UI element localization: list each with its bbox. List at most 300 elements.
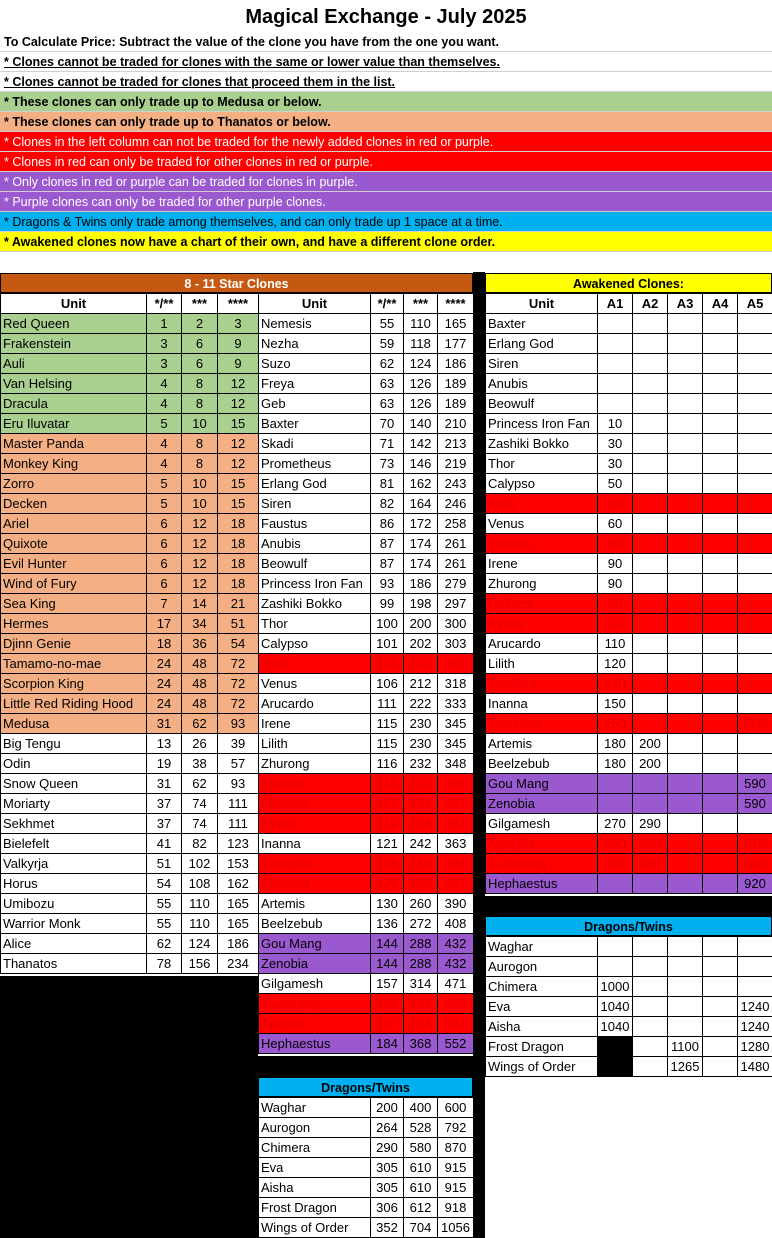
table-row: [259, 1014, 474, 1034]
value-cell: [633, 314, 668, 334]
unit-cell: Holmes: [486, 594, 598, 614]
value-cell: 219: [438, 454, 474, 474]
unit-cell: Bielefelt: [1, 834, 147, 854]
unit-cell: Nemesis: [259, 314, 371, 334]
unit-cell: Ariel: [1, 514, 147, 534]
value-cell: [738, 334, 772, 354]
unit-cell: Beelzebub: [486, 754, 598, 774]
value-cell: 704: [404, 1218, 438, 1238]
value-cell: [703, 834, 738, 854]
value-cell: 368: [404, 1034, 438, 1054]
table-row: [1, 634, 259, 654]
value-cell: 870: [438, 1138, 474, 1158]
value-cell: 12: [218, 434, 259, 454]
value-cell: [703, 977, 738, 997]
unit-cell: Ganesha: [486, 714, 598, 734]
value-cell: 15: [218, 474, 259, 494]
value-cell: 610: [404, 1178, 438, 1198]
value-cell: [633, 354, 668, 374]
table-row: [486, 434, 772, 454]
value-cell: 6: [147, 514, 182, 534]
table-row: [1, 314, 259, 334]
value-cell: 100: [371, 614, 404, 634]
page-title: Magical Exchange - July 2025: [245, 6, 527, 28]
table-row: [1, 534, 259, 554]
value-cell: [703, 514, 738, 534]
table-row: [486, 1017, 772, 1037]
value-cell: 115: [371, 734, 404, 754]
table-row: [1, 394, 259, 414]
unit-cell: Red Queen: [1, 314, 147, 334]
value-cell: 140: [404, 414, 438, 434]
value-cell: 111: [371, 694, 404, 714]
value-cell: 500: [738, 714, 772, 734]
value-cell: 186: [438, 354, 474, 374]
table-row: [1, 754, 259, 774]
star-clones-right-table: [258, 293, 474, 1054]
rule-line: [0, 32, 772, 52]
value-cell: 51: [218, 614, 259, 634]
table-row: [259, 434, 474, 454]
filler-block: [258, 1056, 473, 1077]
value-cell: [633, 514, 668, 534]
unit-cell: Zhurong: [486, 574, 598, 594]
value-cell: 99: [371, 594, 404, 614]
unit-cell: Zashiki Bokko: [486, 434, 598, 454]
value-cell: 12: [218, 374, 259, 394]
table-row: [259, 834, 474, 854]
value-cell: 8: [182, 434, 218, 454]
unit-cell: Big Tengu: [1, 734, 147, 754]
unit-cell: Eva: [259, 1158, 371, 1178]
unit-cell: Gilgamesh: [486, 814, 598, 834]
unit-cell: Wings of Order: [259, 1218, 371, 1238]
unit-cell: Pandora: [259, 874, 371, 894]
value-cell: 288: [404, 934, 438, 954]
table-row: [486, 854, 772, 874]
table-row: [1, 954, 259, 974]
value-cell: 792: [438, 1118, 474, 1138]
value-cell: [703, 554, 738, 574]
unit-cell: Tamamo-no-mae: [1, 654, 147, 674]
value-cell: 120: [598, 654, 633, 674]
value-cell: 300: [598, 854, 633, 874]
value-cell: [598, 794, 633, 814]
value-cell: 101: [371, 654, 404, 674]
value-cell: 3: [147, 354, 182, 374]
rule-text: * These clones can only trade up to Medusa or below.: [4, 95, 322, 109]
table-row: [1, 554, 259, 574]
value-cell: [738, 514, 772, 534]
value-cell: 111: [218, 794, 259, 814]
value-cell: 41: [147, 834, 182, 854]
unit-cell: Monkey King: [1, 454, 147, 474]
value-cell: [703, 957, 738, 977]
value-cell: 1040: [598, 1017, 633, 1037]
value-cell: 126: [404, 394, 438, 414]
value-cell: 238: [404, 814, 438, 834]
value-cell: 384: [438, 854, 474, 874]
col-unit: Unit: [1, 294, 147, 314]
value-cell: 162: [404, 474, 438, 494]
unit-cell: Umibozu: [1, 894, 147, 914]
value-cell: 5: [147, 474, 182, 494]
value-cell: 30: [598, 434, 633, 454]
value-cell: 351: [438, 794, 474, 814]
value-cell: 330: [633, 854, 668, 874]
value-cell: 432: [438, 934, 474, 954]
table-row: [1, 734, 259, 754]
value-cell: 10: [598, 414, 633, 434]
value-cell: 243: [438, 474, 474, 494]
unit-cell: Xuanzang: [259, 994, 371, 1014]
unit-cell: Dracula: [1, 394, 147, 414]
value-cell: [738, 474, 772, 494]
unit-cell: Thanatos: [1, 954, 147, 974]
table-row: [259, 634, 474, 654]
value-cell: 18: [218, 514, 259, 534]
table-row: [1, 614, 259, 634]
value-cell: 230: [404, 714, 438, 734]
value-cell: 15: [218, 414, 259, 434]
value-cell: 162: [218, 874, 259, 894]
value-cell: 612: [404, 1198, 438, 1218]
value-cell: 333: [438, 694, 474, 714]
value-cell: [598, 374, 633, 394]
unit-cell: Calypso: [259, 634, 371, 654]
table-row: [259, 1178, 474, 1198]
value-cell: [598, 394, 633, 414]
value-cell: 303: [438, 654, 474, 674]
value-cell: [668, 997, 703, 1017]
value-cell: 74: [182, 794, 218, 814]
table-row: [259, 694, 474, 714]
value-cell: 136: [371, 914, 404, 934]
col-3-star: ***: [182, 294, 218, 314]
table-row: [259, 454, 474, 474]
table-row: [486, 514, 772, 534]
value-cell: [633, 874, 668, 894]
value-cell: 290: [633, 814, 668, 834]
value-cell: 150: [598, 694, 633, 714]
table-row: [259, 1098, 474, 1118]
value-cell: 55: [147, 914, 182, 934]
unit-cell: Apophis: [486, 834, 598, 854]
value-cell: 80: [598, 534, 633, 554]
table-row: [1, 854, 259, 874]
value-cell: [738, 574, 772, 594]
value-cell: [598, 957, 633, 977]
value-cell: 62: [182, 714, 218, 734]
value-cell: 264: [371, 1118, 404, 1138]
unit-cell: Chimera: [259, 1138, 371, 1158]
value-cell: 62: [182, 774, 218, 794]
value-cell: 156: [182, 954, 218, 974]
unit-cell: Aisha: [486, 1017, 598, 1037]
value-cell: 24: [147, 654, 182, 674]
value-cell: 117: [371, 794, 404, 814]
value-cell: 10: [182, 474, 218, 494]
value-cell: 4: [147, 434, 182, 454]
value-cell: [668, 854, 703, 874]
value-cell: 12: [218, 394, 259, 414]
value-cell: 26: [182, 734, 218, 754]
value-cell: 167: [371, 1014, 404, 1034]
col-3-star: ***: [404, 294, 438, 314]
value-cell: 34: [182, 614, 218, 634]
value-cell: 261: [438, 554, 474, 574]
unit-cell: Hermes: [1, 614, 147, 634]
value-cell: 210: [438, 414, 474, 434]
unit-cell: Beowulf: [486, 394, 598, 414]
value-cell: [703, 1037, 738, 1057]
value-cell: 5: [147, 414, 182, 434]
value-cell: 55: [147, 894, 182, 914]
value-cell: 6: [147, 574, 182, 594]
value-cell: [598, 354, 633, 374]
rule-line: [0, 192, 772, 212]
value-cell: [703, 774, 738, 794]
value-cell: 189: [438, 374, 474, 394]
value-cell: 400: [404, 1098, 438, 1118]
value-cell: 90: [598, 594, 633, 614]
value-cell: 288: [404, 954, 438, 974]
value-cell: 334: [404, 1014, 438, 1034]
value-cell: [668, 957, 703, 977]
value-cell: 12: [182, 574, 218, 594]
unit-cell: Sea King: [1, 594, 147, 614]
value-cell: [633, 997, 668, 1017]
col-unit: Unit: [486, 294, 598, 314]
table-row: [1, 874, 259, 894]
value-cell: 87: [371, 554, 404, 574]
unit-cell: Aurogon: [486, 957, 598, 977]
table-row: [259, 374, 474, 394]
value-cell: 213: [438, 434, 474, 454]
value-cell: 144: [371, 954, 404, 974]
value-cell: [703, 814, 738, 834]
value-cell: 57: [218, 754, 259, 774]
value-cell: [738, 494, 772, 514]
col-1-2-star: */**: [371, 294, 404, 314]
col-unit: Unit: [259, 294, 371, 314]
table-row: [259, 474, 474, 494]
value-cell: 100: [598, 614, 633, 634]
value-cell: [668, 514, 703, 534]
unit-cell: Holmes: [259, 774, 371, 794]
value-cell: 920: [738, 874, 772, 894]
table-row: [486, 494, 772, 514]
value-cell: [633, 654, 668, 674]
value-cell: [703, 734, 738, 754]
value-cell: 200: [404, 614, 438, 634]
value-cell: 348: [438, 774, 474, 794]
table-row: [1, 914, 259, 934]
value-cell: 24: [147, 694, 182, 714]
value-cell: 915: [438, 1178, 474, 1198]
value-cell: 580: [404, 1138, 438, 1158]
value-cell: 144: [371, 934, 404, 954]
table-row: [486, 734, 772, 754]
value-cell: [668, 574, 703, 594]
value-cell: 150: [598, 714, 633, 734]
value-cell: [703, 474, 738, 494]
table-row: [259, 874, 474, 894]
value-cell: 345: [438, 734, 474, 754]
value-cell: 93: [371, 574, 404, 594]
unit-cell: Odin: [1, 754, 147, 774]
value-cell: 258: [438, 514, 474, 534]
value-cell: [668, 874, 703, 894]
filler-block: [473, 272, 485, 1238]
table-row: [1, 494, 259, 514]
value-cell: 290: [598, 834, 633, 854]
table-row: [259, 414, 474, 434]
value-cell: 93: [218, 714, 259, 734]
value-cell: 81: [371, 474, 404, 494]
value-cell: 1280: [738, 1037, 772, 1057]
rule-text: * Only clones in red or purple can be traded for clones in purple.: [4, 175, 358, 189]
col-4-star: ****: [218, 294, 259, 314]
unit-cell: Apophis: [259, 1014, 371, 1034]
table-row: [259, 734, 474, 754]
value-cell: 8: [182, 394, 218, 414]
value-cell: [668, 834, 703, 854]
value-cell: [668, 594, 703, 614]
value-cell: 128: [371, 854, 404, 874]
value-cell: [738, 434, 772, 454]
value-cell: 165: [218, 894, 259, 914]
value-cell: 87: [371, 534, 404, 554]
value-cell: 63: [371, 394, 404, 414]
value-cell: 184: [371, 1034, 404, 1054]
table-row: [486, 774, 772, 794]
value-cell: [738, 414, 772, 434]
unit-cell: Hela: [259, 654, 371, 674]
value-cell: 70: [371, 414, 404, 434]
value-cell: [738, 674, 772, 694]
value-cell: 1100: [668, 1037, 703, 1057]
value-cell: [738, 594, 772, 614]
unit-cell: Faustus: [259, 514, 371, 534]
value-cell: 1240: [738, 1017, 772, 1037]
value-cell: 297: [438, 594, 474, 614]
value-cell: 130: [371, 894, 404, 914]
unit-cell: Hydra: [259, 814, 371, 834]
value-cell: 261: [438, 534, 474, 554]
value-cell: 48: [182, 674, 218, 694]
unit-cell: Irene: [486, 554, 598, 574]
unit-cell: Hephaestus: [259, 1034, 371, 1054]
unit-cell: Freya: [259, 374, 371, 394]
value-cell: [633, 694, 668, 714]
value-cell: 408: [438, 914, 474, 934]
value-cell: [668, 394, 703, 414]
value-cell: [633, 534, 668, 554]
table-row: [1, 374, 259, 394]
value-cell: [633, 957, 668, 977]
rule-line: [0, 52, 772, 72]
value-cell: 10: [182, 494, 218, 514]
value-cell: [703, 854, 738, 874]
value-cell: 63: [371, 374, 404, 394]
unit-cell: Artemis: [486, 734, 598, 754]
unit-cell: Wings of Order: [486, 1057, 598, 1077]
value-cell: 37: [147, 794, 182, 814]
unit-cell: Frost Dragon: [486, 1037, 598, 1057]
value-cell: 6: [182, 334, 218, 354]
value-cell: 242: [404, 834, 438, 854]
value-cell: [738, 314, 772, 334]
table-row: [259, 1118, 474, 1138]
value-cell: [633, 454, 668, 474]
value-cell: 124: [404, 354, 438, 374]
table-row: [486, 334, 772, 354]
value-cell: [668, 314, 703, 334]
value-cell: 164: [404, 494, 438, 514]
table-row: [486, 414, 772, 434]
table-row: [486, 834, 772, 854]
unit-cell: Wind of Fury: [1, 574, 147, 594]
value-cell: 50: [598, 494, 633, 514]
table-row: [259, 1198, 474, 1218]
table-row: [1, 454, 259, 474]
table-row: [1, 834, 259, 854]
unit-cell: Moriarty: [1, 794, 147, 814]
table-row: [486, 674, 772, 694]
value-cell: 124: [182, 934, 218, 954]
value-cell: [738, 394, 772, 414]
value-cell: 200: [371, 1098, 404, 1118]
table-row: [259, 514, 474, 534]
value-cell: 39: [218, 734, 259, 754]
value-cell: 1040: [598, 997, 633, 1017]
value-cell: 31: [147, 774, 182, 794]
value-cell: [668, 414, 703, 434]
unit-cell: Master Panda: [1, 434, 147, 454]
value-cell: 200: [633, 734, 668, 754]
unit-cell: Little Red Riding Hood: [1, 694, 147, 714]
value-cell: 18: [218, 534, 259, 554]
value-cell: 48: [182, 654, 218, 674]
value-cell: 71: [371, 434, 404, 454]
unit-cell: Hydra: [486, 614, 598, 634]
value-cell: [633, 594, 668, 614]
unit-cell: Lilith: [259, 734, 371, 754]
value-cell: 62: [371, 354, 404, 374]
value-cell: 189: [438, 394, 474, 414]
value-cell: [703, 794, 738, 814]
col-a1: A1: [598, 294, 633, 314]
value-cell: 108: [182, 874, 218, 894]
value-cell: [703, 374, 738, 394]
value-cell: 174: [404, 534, 438, 554]
value-cell: 222: [404, 694, 438, 714]
value-cell: 305: [371, 1158, 404, 1178]
value-cell: 110: [182, 914, 218, 934]
value-cell: [633, 374, 668, 394]
value-cell: [633, 614, 668, 634]
dragons-twins-header: Dragons/Twins: [258, 1077, 473, 1097]
value-cell: 119: [371, 814, 404, 834]
value-cell: 50: [598, 474, 633, 494]
value-cell: [598, 314, 633, 334]
unit-cell: Zenobia: [486, 794, 598, 814]
star-clones-header: 8 - 11 Star Clones: [0, 273, 473, 293]
value-cell: [633, 1037, 668, 1057]
value-cell: 166: [371, 994, 404, 1014]
value-cell: 5: [147, 494, 182, 514]
